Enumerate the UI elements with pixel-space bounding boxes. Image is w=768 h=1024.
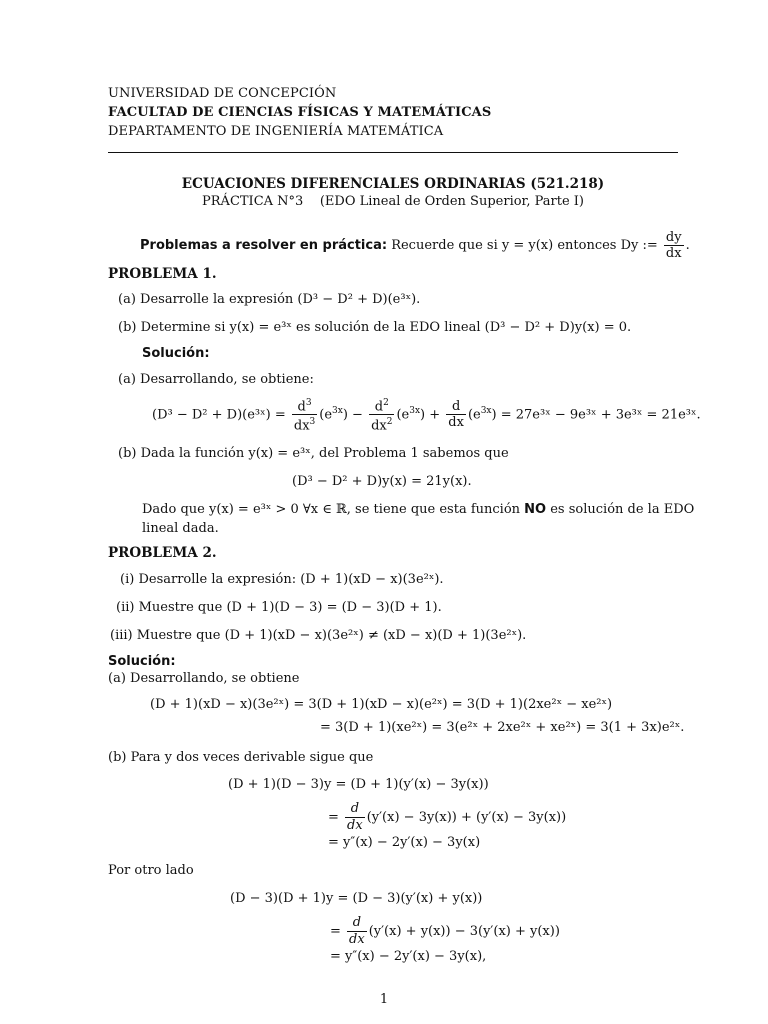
p1-item-b-label: (b) — [118, 320, 137, 335]
p2-sol-b-text: (b) Para y dos veces derivable sigue que — [108, 750, 374, 765]
p2-sol-b-eq2-line: = $\frac{d}{dx}$ (y′(x) − 3y(x)) + (y′(x) − 3y(x)) — [328, 801, 567, 833]
d2-fraction: $\frac{d^2}{dx^2}$ — [371, 398, 393, 434]
p2-item-iii-label: (iii) — [110, 628, 133, 643]
p2-sol-c-eq1: (D − 3)(D + 1)y = (D − 3)(y′(x) + y(x)) — [230, 891, 483, 906]
p2-sol-a-eq1: (D + 1)(xD − x)(3e²ˣ) = 3(D + 1)(xD − x)(e²ˣ) = 3(D + 1)(2xe²ˣ − xe²ˣ) — [150, 697, 613, 712]
problem2-heading: PROBLEMA 2. — [108, 545, 217, 561]
intro-frac-num: dy — [665, 230, 682, 245]
p2-sol-b-eq2: (y′(x) − 3y(x)) + (y′(x) − 3y(x)) — [366, 810, 567, 825]
university-name: UNIVERSIDAD DE CONCEPCIÓN — [108, 86, 337, 101]
practice-topic: (EDO Lineal de Orden Superior, Parte I) — [319, 194, 584, 209]
p2-other-side: Por otro lado — [108, 863, 194, 878]
p2-sol-c-eq2: (y′(x) + y(x)) − 3(y′(x) + y(x)) — [368, 924, 560, 939]
page-number: 1 — [379, 992, 389, 1007]
p2-item-i-text: Desarrolle la expresión: (D + 1)(xD − x)(3e²ˣ). — [138, 572, 444, 587]
intro-line: Problemas a resolver en práctica: Recuerde que si y = y(x) entonces Dy := $\frac{dy}{dx}$ . — [140, 230, 690, 261]
course-title: ECUACIONES DIFERENCIALES ORDINARIAS (521.218) — [181, 176, 605, 192]
p1-sol-b-text: Dada la función y(x) = e³ˣ, del Problema 1 sabemos que — [140, 446, 509, 461]
p1-conclusion-line1 — [142, 502, 694, 517]
intro-frac-den: dx — [665, 246, 682, 261]
p2-sol-b-eq3: = y″(x) − 2y′(x) − 3y(x) — [328, 835, 481, 850]
intro-fraction — [664, 230, 684, 261]
p2-item-i-label: (i) — [120, 572, 135, 587]
p1-solution-b — [118, 446, 509, 461]
p1-sol-b-equation: (D³ − D² + D)y(x) = 21y(x). — [292, 474, 472, 489]
p1-conclusion-line2: lineal dada. — [142, 521, 219, 536]
p1-concl-bold: NO — [524, 502, 547, 517]
p1-sol-a-label: (a) — [118, 372, 136, 387]
intro-text: Recuerde que si y = y(x) entonces Dy := — [391, 238, 658, 253]
d3-fraction: $\frac{d^3}{dx^3}$ — [293, 398, 316, 434]
problem1-item-b — [118, 320, 631, 335]
p1-concl-2: es solución de la EDO — [550, 502, 695, 517]
p2-sol-c-eq3: = y″(x) − 2y′(x) − 3y(x), — [330, 949, 487, 964]
practice-subtitle — [108, 194, 678, 209]
p1-sol-a-text: Desarrollando, se obtiene: — [140, 372, 314, 387]
p1-item-b-text: Determine si y(x) = e³ˣ es solución de la EDO lineal (D³ − D² + D)y(x) = 0. — [140, 320, 632, 335]
problem2-solution-label: Solución: — [108, 654, 176, 669]
problem1-solution-label: Solución: — [142, 346, 210, 361]
d1-fraction: $\frac{d}{dx}$ — [448, 399, 464, 431]
problem1-item-a — [118, 292, 420, 307]
p2-item-iii-text: Muestre que (D + 1)(xD − x)(3e²ˣ) ≠ (xD − x)(D + 1)(3e²ˣ). — [136, 628, 527, 643]
faculty-name: FACULTAD DE CIENCIAS FÍSICAS Y MATEMÁTICAS — [108, 105, 492, 120]
problem1-heading: PROBLEMA 1. — [108, 266, 217, 282]
p2-sol-a-eq2: = 3(D + 1)(xe²ˣ) = 3(e²ˣ + 2xe²ˣ + xe²ˣ) = 3(1 + 3x)e²ˣ. — [320, 720, 685, 735]
p2-sol-c-eq2-line: = $\frac{d}{dx}$ (y′(x) + y(x)) − 3(y′(x) + y(x)) — [330, 915, 560, 947]
p2-item-ii-label: (ii) — [116, 600, 135, 615]
d-dx-fraction: $\frac{d}{dx}$ — [347, 801, 363, 833]
p2-sol-a-text: (a) Desarrollando, se obtiene — [108, 671, 300, 686]
p2-sol-b-eq1: (D + 1)(D − 3)y = (D + 1)(y′(x) − 3y(x)) — [228, 777, 489, 792]
p1-eq-right: = 27e³ˣ − 9e³ˣ + 3e³ˣ = 21e³ˣ. — [500, 407, 701, 423]
p2-item-ii-text: Muestre que (D + 1)(D − 3) = (D − 3)(D + 1). — [138, 600, 442, 615]
d-dx-fraction-2: $\frac{d}{dx}$ — [349, 915, 365, 947]
p1-sol-a-equation: (D³ − D² + D)(e³ˣ) = $\frac{d^3}{dx^3}$ $(e^{3x})$ − $\frac{d^2}{dx^2}$ $(e^{3x})$ + $\frac{d}{dx}$ $(e^{3x})$ = 27e³ˣ − 9e³ˣ + 3e³ˣ = 21e³ˣ. — [152, 398, 701, 434]
problem2-item-i — [120, 572, 444, 587]
p1-eq-left: (D³ − D² + D)(e³ˣ) = — [152, 407, 286, 423]
problem2-item-iii — [110, 628, 526, 643]
department-name: DEPARTAMENTO DE INGENIERÍA MATEMÁTICA — [108, 124, 444, 139]
p1-solution-a — [118, 372, 314, 387]
practice-number: PRÁCTICA N°3 — [202, 194, 304, 209]
p1-sol-b-label: (b) — [118, 446, 137, 461]
problem2-item-ii — [116, 600, 442, 615]
p1-item-a-text: Desarrolle la expresión (D³ − D² + D)(e³ˣ). — [140, 292, 421, 307]
p1-concl-1: Dado que y(x) = e³ˣ > 0 ∀x ∈ ℝ, se tiene que esta función — [142, 502, 521, 517]
intro-bold: Problemas a resolver en práctica: — [140, 238, 388, 253]
header-rule — [108, 152, 678, 153]
p1-item-a-label: (a) — [118, 292, 136, 307]
